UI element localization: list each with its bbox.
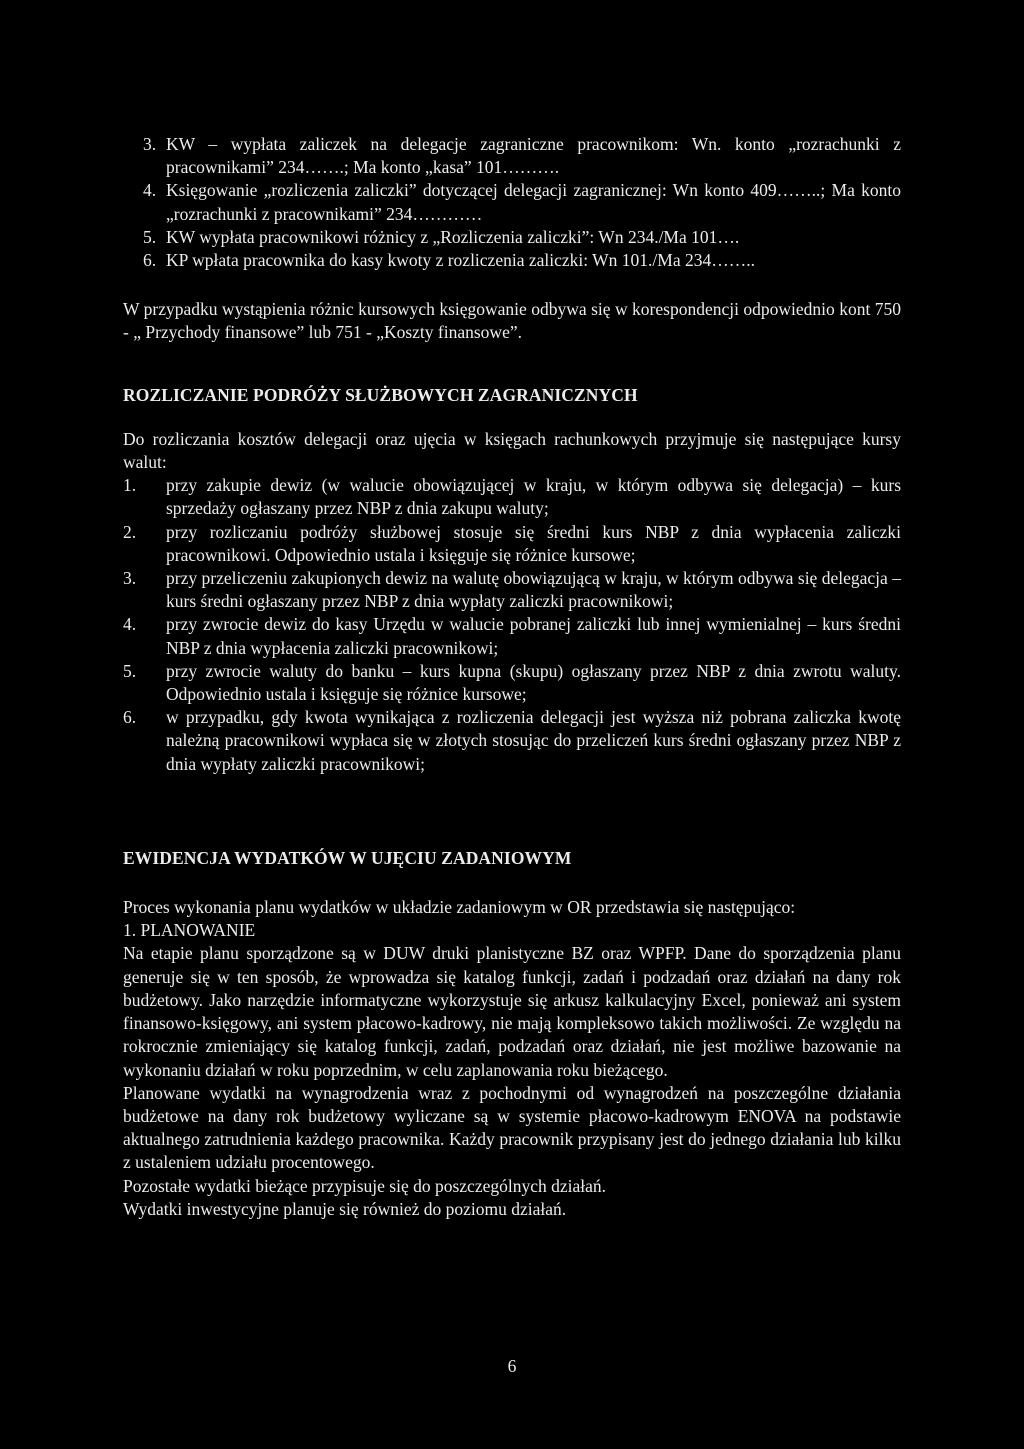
accounting-entries-list <box>123 133 901 272</box>
list-item <box>123 474 901 520</box>
section-heading-task-expenses: EWIDENCJA WYDATKÓW W UJĘCIU ZADANIOWYM <box>123 847 572 868</box>
paragraph: Planowane wydatki na wynagrodzenia wraz z pochodnymi od wynagrodzeń na poszczególne działania budżetowe na dany rok budżetowy wyliczane są w systemie płacowo-kadrowym ENOVA na podstawie aktualnego zatrudnienia każdego pracownika. Każdy pracownik przypisany jest do jednego działania lub kilku z ustaleniem udziału procentowego. <box>123 1082 901 1173</box>
paragraph: Pozostałe wydatki bieżące przypisuje się do poszczególnych działań. <box>123 1175 607 1196</box>
list-item <box>123 179 901 225</box>
paragraph: Wydatki inwestycyjne planuje się również do poziomu działań. <box>123 1198 567 1219</box>
subheading-planning: 1. PLANOWANIE <box>123 920 256 941</box>
list-item-text: przy przeliczeniu zakupionych dewiz na walutę obowiązującą w kraju, w którym odbywa się delegacja – kurs średni ogłaszany przez NBP z dnia wypłaty zaliczki pracownikowi; <box>166 568 901 612</box>
list-item-number: 3. <box>143 134 157 154</box>
list-item-number: 1. <box>123 475 137 496</box>
list-item-text: przy zwrocie waluty do banku – kurs kupna (skupu) ogłaszany przez NBP z dnia zwrotu waluty. Odpowiednio ustala i księguje się różnice kursowe; <box>166 660 901 705</box>
document-page <box>123 133 901 1221</box>
paragraph: Na etapie planu sporządzone są w DUW druki planistyczne BZ oraz WPFP. Dane do sporządzenia planu generuje się w ten sposób, że wprowadza się katalog funkcji, zadań i podzadań oraz działań na dany rok budżetowy. Jako narzędzie informatyczne wykorzystuje się arkusz kalkulacyjny Excel, ponieważ ani system finansowo-księgowy, ani system płacowo-kadrowy, nie mają kompleksowo takich możliwości. Ze względu na rokrocznie zmieniający się katalog funkcji, zadań, podzadań oraz działań, nie jest możliwe bazowanie na wykonaniu działań w roku poprzednim, w celu zaplanowania roku bieżącego. <box>123 943 901 1080</box>
list-item <box>123 660 901 706</box>
list-item-text: przy rozliczaniu podróży służbowej stosuje się średni kurs NBP z dnia wypłacenia zaliczki pracownikowi. Odpowiednio ustala i księguje się różnice kursowe; <box>166 521 901 565</box>
section-intro: Do rozliczania kosztów delegacji oraz ujęcia w księgach rachunkowych przyjmuje się następujące kursy walut: <box>123 428 901 473</box>
list-item-number: 5. <box>123 660 137 681</box>
list-item-text: KP wpłata pracownika do kasy kwoty z rozliczenia zaliczki: Wn 101./Ma 234…….. <box>166 250 756 271</box>
list-item-text: przy zwrocie dewiz do kasy Urzędu w walucie pobranej zaliczki lub innej wymienialnej – kurs średni NBP z dnia wypłacenia zaliczki pracownikowi; <box>166 614 901 658</box>
list-item <box>123 706 901 776</box>
list-item-number: 6. <box>143 250 157 271</box>
exchange-difference-note: W przypadku wystąpienia różnic kursowych księgowanie odbywa się w korespondencji odpowiednio kont 750 - „ Przychody finansowe” lub 751 - „Koszty finansowe”. <box>123 299 901 343</box>
list-item-text: KW wypłata pracownikowi różnicy z „Rozliczenia zaliczki”: Wn 234./Ma 101…. <box>166 226 740 247</box>
list-item <box>123 249 901 272</box>
list-item-number: 4. <box>143 180 157 201</box>
list-item-number: 6. <box>123 707 137 728</box>
list-item-text: w przypadku, gdy kwota wynikająca z rozliczenia delegacji jest wyższa niż pobrana zaliczka kwotę należną pracownikowi wypłaca się w złotych stosując do przeliczeń kurs średni ogłaszany przez NBP z dnia wypłaty zaliczki pracownikowi; <box>166 707 901 774</box>
list-item-text: przy zakupie dewiz (w walucie obowiązującej w kraju, w którym odbywa się delegacja) – kurs sprzedaży ogłaszany przez NBP z dnia zakupu waluty; <box>166 475 901 519</box>
section-intro: Proces wykonania planu wydatków w układzie zadaniowym w OR przedstawia się następująco: <box>123 897 796 918</box>
list-item <box>123 226 901 249</box>
section-heading-travel-settlement: ROZLICZANIE PODRÓŻY SŁUŻBOWYCH ZAGRANICZNYCH <box>123 384 638 405</box>
list-item <box>123 613 901 659</box>
list-item <box>123 133 901 179</box>
list-item-number: 2. <box>123 521 137 542</box>
list-item-text: Księgowanie „rozliczenia zaliczki” dotyczącej delegacji zagranicznej: Wn konto 409……..; Ma konto „rozrachunki z pracownikami” 234………… <box>166 180 901 224</box>
list-item-text: KW – wypłata zaliczek na delegacje zagraniczne pracownikom: Wn. konto „rozrachunki z pracownikami” 234…….; Ma konto „kasa” 101………. <box>166 134 901 178</box>
page-number: 6 <box>507 1356 517 1376</box>
list-item-number: 5. <box>143 226 157 247</box>
exchange-rates-list <box>123 474 901 776</box>
list-item <box>123 521 901 567</box>
list-item-number: 4. <box>123 614 137 635</box>
list-item <box>123 567 901 613</box>
list-item-number: 3. <box>123 568 137 589</box>
